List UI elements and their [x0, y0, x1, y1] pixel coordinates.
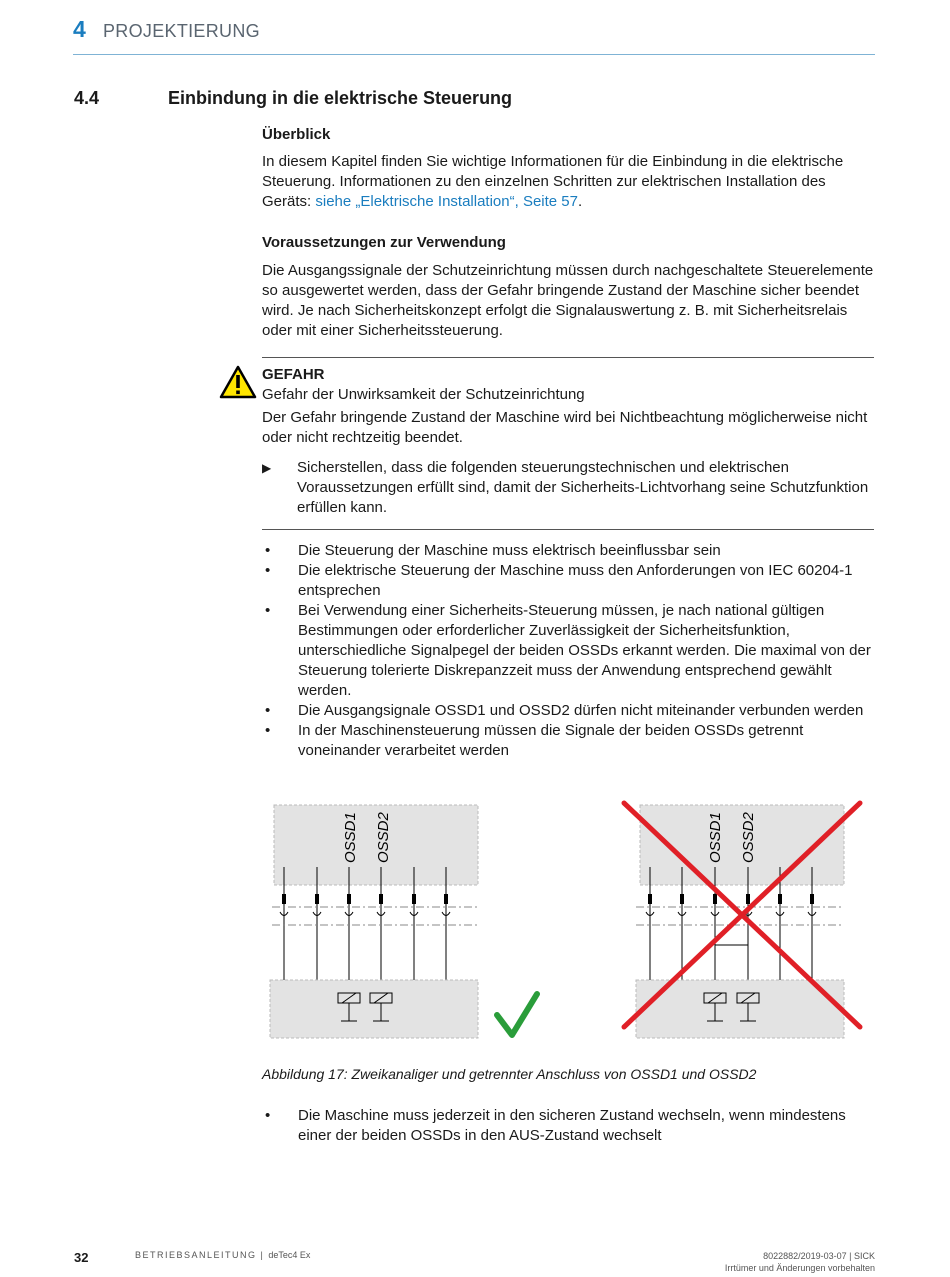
- product-name: deTec4 Ex: [268, 1250, 311, 1260]
- list-item: [262, 1106, 874, 1146]
- requirements-heading: Voraussetzungen zur Verwendung: [262, 234, 506, 251]
- action-arrow-icon: ▶: [262, 461, 272, 475]
- list-item: [262, 721, 874, 761]
- list-item-text: Bei Verwendung einer Sicherheits-Steuerung müssen, je nach national gültigen Bestimmungen oder erforderlicher Zuverlässigkeit der Sicherheitsfunktion, unterschiedliche Signalpegel der beiden OSSDs erkannt werden. Die maximal von der Steuerung tolerierte Diskrepanzzeit muss der Anwendung entsprechend gewählt werden.: [298, 602, 871, 699]
- incorrect-wiring-diagram: [624, 803, 860, 1038]
- overview-section: [262, 126, 874, 212]
- document-id: 8022882/2019-03-07 | SICK: [763, 1251, 875, 1261]
- check-mark-icon: [497, 994, 537, 1035]
- bullet-icon: •: [265, 562, 271, 579]
- danger-text: Der Gefahr bringende Zustand der Maschine wird bei Nichtbeachtung möglicherweise nicht oder nicht rechtzeitig beendet.: [262, 409, 868, 446]
- requirements-section: [262, 234, 874, 341]
- danger-notice: [262, 357, 874, 530]
- list-item: [262, 701, 874, 721]
- footer-disclaimer: Irrtümer und Änderungen vorbehalten: [724, 1263, 875, 1273]
- footer-separator: |: [256, 1250, 269, 1260]
- ossd1-label: OSSD1: [342, 812, 359, 863]
- page-header: [73, 16, 875, 55]
- page-number: 32: [74, 1250, 89, 1265]
- bullet-icon: •: [265, 542, 271, 559]
- danger-subtitle: Gefahr der Unwirksamkeit der Schutzeinrichtung: [262, 386, 585, 403]
- list-item: [262, 541, 874, 561]
- ossd2-label: OSSD2: [375, 812, 392, 863]
- list-item-text: Die Ausgangsignale OSSD1 und OSSD2 dürfen nicht miteinander verbunden werden: [298, 702, 864, 719]
- controller-box: [270, 980, 478, 1038]
- correct-wiring-diagram: [270, 805, 537, 1038]
- list-item-text: Die Maschine muss jederzeit in den sicheren Zustand wechseln, wenn mindestens einer der beiden OSSDs in den AUS-Zustand wechselt: [298, 1107, 846, 1144]
- ossd1-label: OSSD1: [707, 812, 724, 863]
- bullet-icon: •: [265, 702, 271, 719]
- fuse-markers: [282, 894, 448, 904]
- overview-end: .: [578, 193, 583, 210]
- requirements-list: [262, 541, 874, 761]
- ossd-wiring-figure: [262, 797, 874, 1047]
- danger-label: GEFAHR: [262, 366, 325, 383]
- list-item-text: Die elektrische Steuerung der Maschine muss den Anforderungen von IEC 60204-1 entsprechen: [298, 562, 853, 599]
- section-title: Einbindung in die elektrische Steuerung: [168, 88, 513, 108]
- chapter-number: 4: [73, 16, 86, 42]
- list-item: [262, 561, 874, 601]
- safety-list: [262, 1106, 874, 1146]
- danger-action: Sicherstellen, dass die folgenden steuerungstechnischen und elektrischen Voraussetzungen erfüllt sind, damit der Sicherheits-Lichtvorhang seine Schutzfunktion erfüllen kann.: [297, 459, 869, 516]
- footer-right: [725, 1250, 875, 1274]
- overview-heading: Überblick: [262, 126, 331, 143]
- requirements-text: Die Ausgangssignale der Schutzeinrichtung müssen durch nachgeschaltete Steuerelemente so ausgewertet werden, dass der Gefahr bringende Zustand der Maschine sicher beendet wird. Je nach Sicherheitskonzept erfolgt die Signalauswertung z. B. mit Sicherheitsrelais oder mit einer Sicherheitssteuerung.: [262, 262, 874, 339]
- footer-document: [135, 1250, 310, 1260]
- figure-caption: Abbildung 17: Zweikanaliger und getrennter Anschluss von OSSD1 und OSSD2: [262, 1066, 757, 1082]
- bullet-icon: •: [265, 1107, 271, 1124]
- document-type: BETRIEBSANLEITUNG: [135, 1250, 257, 1260]
- bullet-icon: •: [265, 602, 271, 619]
- chapter-title: PROJEKTIERUNG: [103, 21, 260, 41]
- list-item: [262, 601, 874, 701]
- list-item-text: In der Maschinensteuerung müssen die Signale der beiden OSSDs getrennt voneinander verarbeitet werden: [298, 722, 804, 759]
- installation-link[interactable]: siehe „Elektrische Installation“, Seite 57: [315, 193, 578, 210]
- bullet-icon: •: [265, 722, 271, 739]
- section-number: 4.4: [74, 88, 100, 108]
- warning-triangle-icon: [219, 365, 257, 399]
- overview-body: In diesem Kapitel finden Sie wichtige Informationen für die Einbindung in die elektrische Steuerung. Informationen zu den einzelnen Schritten zur elektrischen Installation des Geräts:: [262, 153, 844, 210]
- list-item-text: Die Steuerung der Maschine muss elektrisch beeinflussbar sein: [298, 542, 721, 559]
- ossd2-label: OSSD2: [740, 812, 757, 863]
- overview-text: [262, 152, 874, 212]
